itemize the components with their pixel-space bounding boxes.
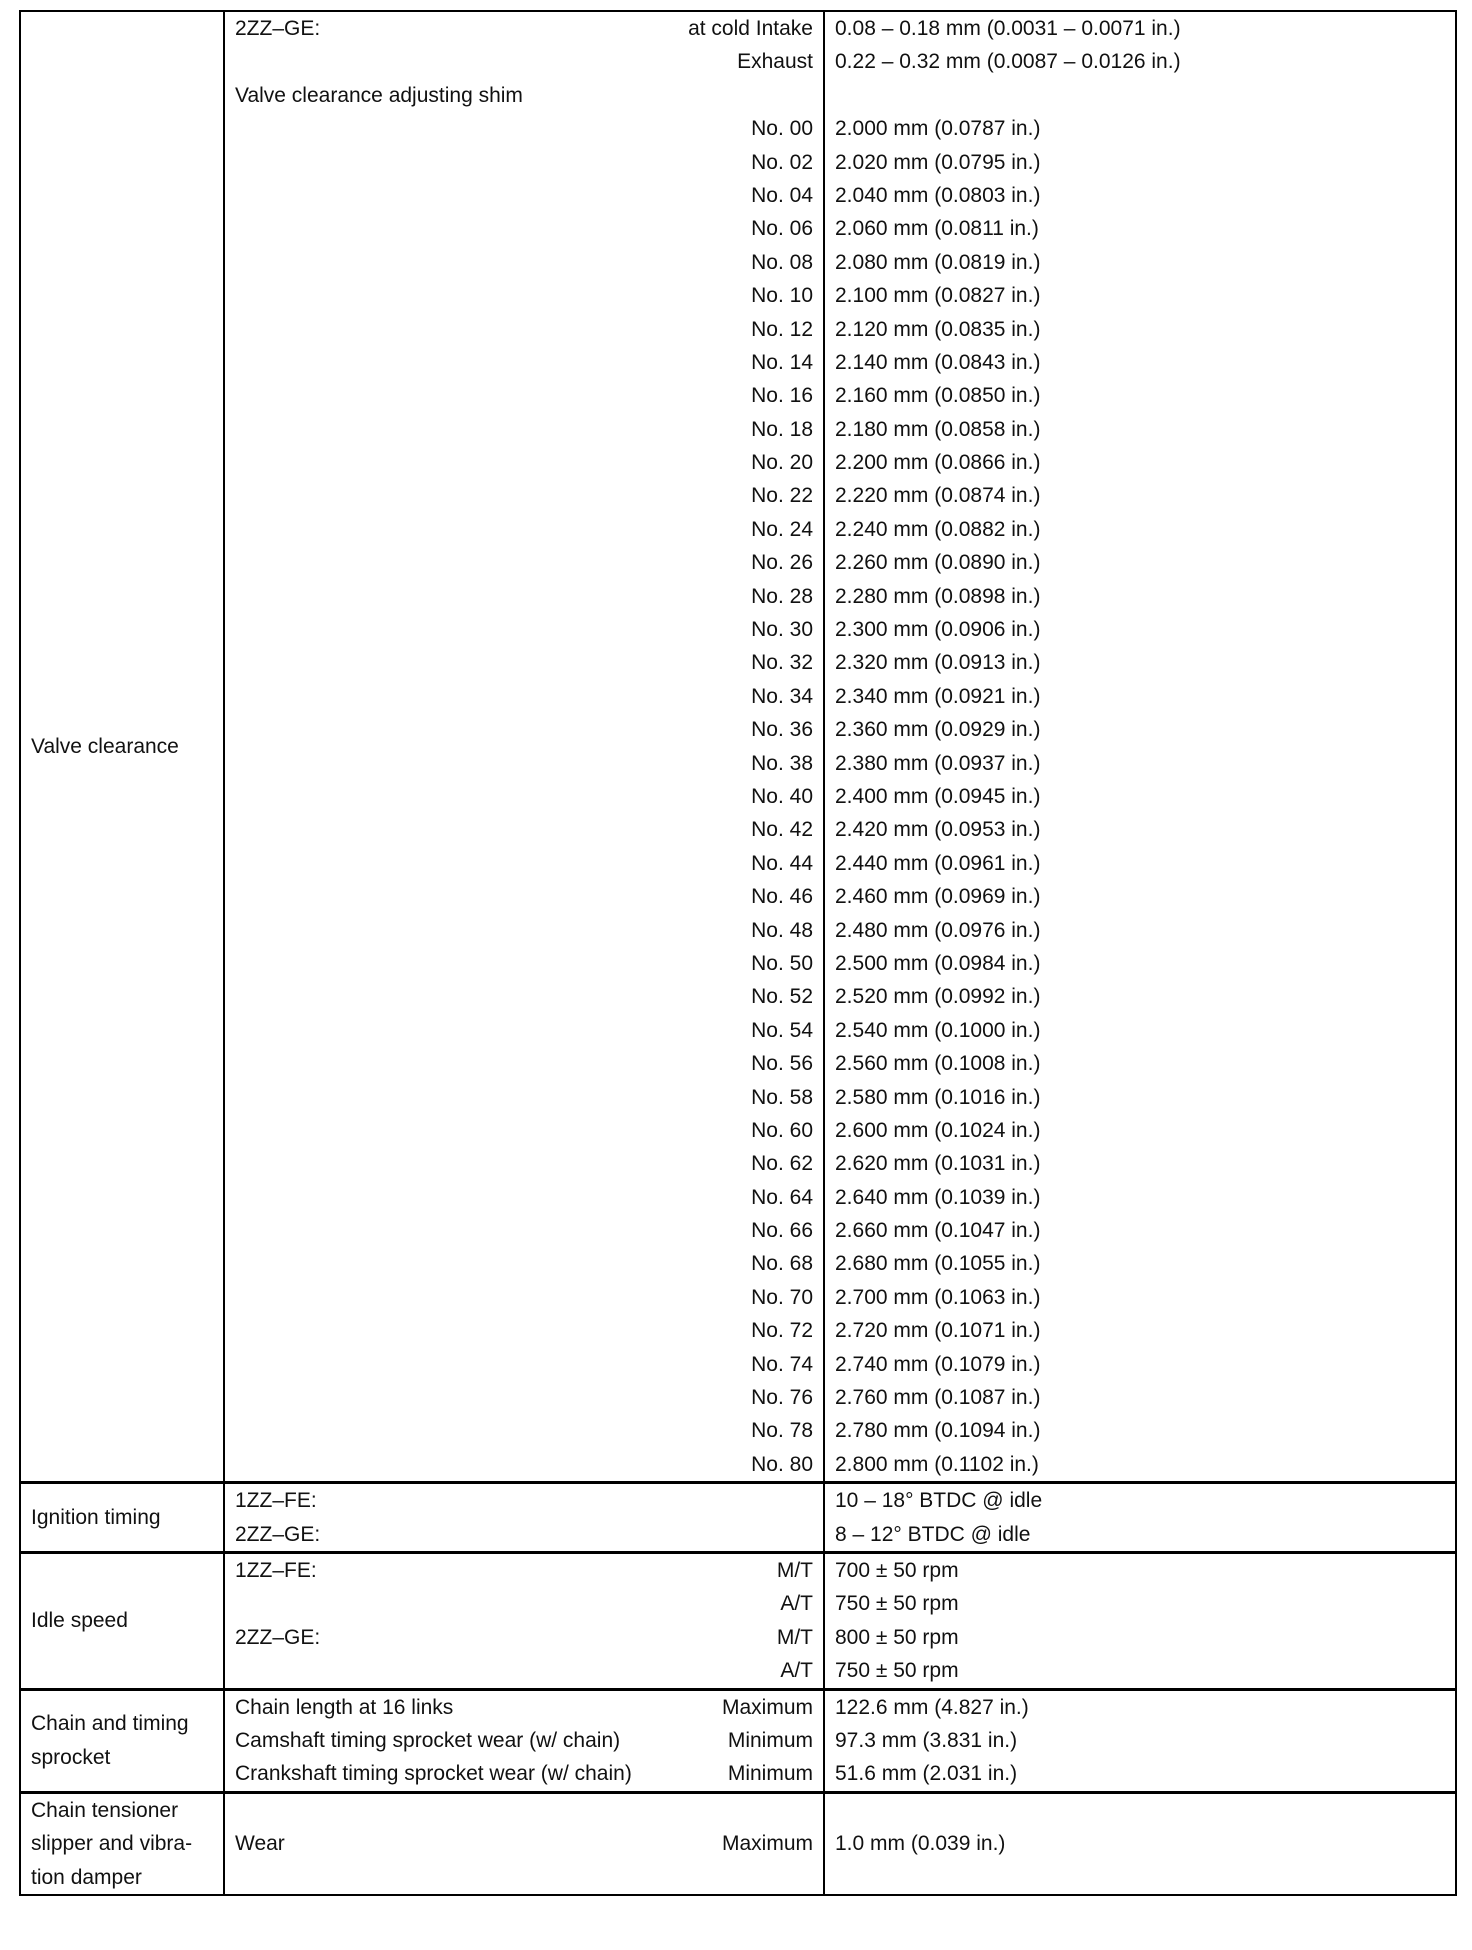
shim-number: No. 12 (751, 317, 813, 341)
valve-clearance-row (20, 11, 1456, 1483)
shim-row (235, 179, 813, 212)
shim-number: No. 76 (751, 1386, 813, 1410)
item-label-chain-sprocket-line1: Chain and timing (31, 1712, 189, 1736)
shim-row (235, 1114, 813, 1147)
shim-row (235, 1014, 813, 1047)
shim-number: No. 74 (751, 1352, 813, 1376)
tensioner-values (824, 1792, 1456, 1895)
ignition-value: 10 – 18° BTDC @ idle (835, 1489, 1043, 1513)
ignition-timing-conditions (224, 1483, 824, 1553)
transmission-label: A/T (780, 1659, 813, 1683)
shim-value: 2.000 mm (0.0787 in.) (835, 117, 1041, 141)
shim-value: 2.180 mm (0.0858 in.) (835, 417, 1041, 441)
ignition-timing-values (824, 1483, 1456, 1553)
shim-row (235, 346, 813, 379)
shim-number: No. 46 (751, 885, 813, 909)
engine-label: 1ZZ–FE: (235, 1558, 317, 1582)
shim-number: No. 80 (751, 1452, 813, 1476)
chain-desc: Crankshaft timing sprocket wear (w/ chain) (235, 1762, 632, 1786)
shim-value: 2.580 mm (0.1016 in.) (835, 1085, 1041, 1109)
engine-label: 1ZZ–FE: (235, 1489, 317, 1513)
shim-row (235, 1314, 813, 1347)
shim-row (235, 880, 813, 913)
shim-number: No. 02 (751, 150, 813, 174)
shim-number: No. 18 (751, 417, 813, 441)
shim-number: No. 06 (751, 217, 813, 241)
shim-number: No. 64 (751, 1185, 813, 1209)
shim-number: No. 34 (751, 684, 813, 708)
shim-value: 2.120 mm (0.0835 in.) (835, 317, 1041, 341)
idle-value: 750 ± 50 rpm (835, 1592, 959, 1616)
exhaust-line (235, 45, 813, 78)
tensioner-value: 1.0 mm (0.039 in.) (835, 1832, 1006, 1856)
tensioner-desc: Wear (235, 1832, 285, 1856)
transmission-label: M/T (776, 1558, 813, 1582)
shim-number: No. 52 (751, 985, 813, 1009)
idle-line (235, 1621, 813, 1654)
shim-number: No. 78 (751, 1419, 813, 1443)
ignition-line (235, 1518, 813, 1551)
item-cell-idle-speed (20, 1552, 224, 1689)
valve-clearance-conditions (224, 11, 824, 1483)
ignition-timing-row (20, 1483, 1456, 1553)
shim-heading-spacer (835, 79, 1455, 112)
shim-row (235, 1181, 813, 1214)
shim-row (235, 513, 813, 546)
shim-row (235, 713, 813, 746)
shim-value: 2.480 mm (0.0976 in.) (835, 918, 1041, 942)
shim-value: 2.640 mm (0.1039 in.) (835, 1185, 1041, 1209)
shim-row (235, 613, 813, 646)
idle-speed-row (20, 1552, 1456, 1689)
item-label-tensioner-line1: Chain tensioner (31, 1798, 179, 1822)
shim-value: 2.800 mm (0.1102 in.) (835, 1452, 1039, 1476)
item-cell-chain-sprocket (20, 1689, 224, 1792)
item-label-chain-sprocket-line2: sprocket (31, 1745, 111, 1769)
limit-label: Maximum (721, 1695, 813, 1719)
shim-value: 2.680 mm (0.1055 in.) (835, 1252, 1041, 1276)
item-cell-valve-clearance (20, 11, 224, 1483)
shim-number: No. 16 (751, 384, 813, 408)
shim-row (235, 246, 813, 279)
shim-row (235, 479, 813, 512)
spec-table (19, 10, 1457, 1896)
limit-label: Maximum (721, 1832, 813, 1856)
item-label-tensioner-line3: tion damper (31, 1865, 142, 1889)
shim-value: 2.280 mm (0.0898 in.) (835, 584, 1041, 608)
shim-number: No. 20 (751, 451, 813, 475)
shim-number: No. 44 (751, 851, 813, 875)
shim-value: 2.240 mm (0.0882 in.) (835, 517, 1041, 541)
shim-row (235, 1247, 813, 1280)
idle-value: 750 ± 50 rpm (835, 1659, 959, 1683)
shim-number: No. 54 (751, 1018, 813, 1042)
shim-value: 2.720 mm (0.1071 in.) (835, 1319, 1041, 1343)
shim-value: 2.740 mm (0.1079 in.) (835, 1352, 1041, 1376)
item-label-idle-speed: Idle speed (31, 1609, 128, 1633)
item-label-valve-clearance: Valve clearance (31, 734, 179, 758)
shim-heading-line (235, 79, 813, 112)
limit-label: Minimum (727, 1728, 813, 1752)
chain-sprocket-conditions (224, 1689, 824, 1792)
shim-number: No. 36 (751, 718, 813, 742)
shim-row (235, 379, 813, 412)
shim-number: No. 42 (751, 818, 813, 842)
shim-number: No. 62 (751, 1152, 813, 1176)
shim-number: No. 08 (751, 250, 813, 274)
shim-value: 2.300 mm (0.0906 in.) (835, 618, 1041, 642)
shim-row (235, 947, 813, 980)
chain-line (235, 1724, 813, 1757)
shim-value: 2.380 mm (0.0937 in.) (835, 751, 1041, 775)
transmission-label: A/T (780, 1592, 813, 1616)
shim-row (235, 413, 813, 446)
shim-row (235, 1147, 813, 1180)
shim-number: No. 68 (751, 1252, 813, 1276)
shim-heading: Valve clearance adjusting shim (235, 83, 523, 107)
shim-number: No. 24 (751, 517, 813, 541)
shim-number: No. 28 (751, 584, 813, 608)
shim-value: 2.040 mm (0.0803 in.) (835, 183, 1041, 207)
chain-sprocket-row (20, 1689, 1456, 1792)
shim-value: 2.440 mm (0.0961 in.) (835, 851, 1041, 875)
transmission-label: M/T (776, 1625, 813, 1649)
chain-value: 122.6 mm (4.827 in.) (835, 1695, 1029, 1719)
shim-row (235, 212, 813, 245)
ignition-line (235, 1484, 813, 1517)
shim-row (235, 980, 813, 1013)
item-label-ignition-timing: Ignition timing (31, 1505, 161, 1529)
ignition-value: 8 – 12° BTDC @ idle (835, 1522, 1031, 1546)
shim-number: No. 40 (751, 784, 813, 808)
item-cell-tensioner (20, 1792, 224, 1895)
shim-number-list (235, 112, 813, 1481)
tensioner-row (20, 1792, 1456, 1895)
tensioner-line (235, 1827, 813, 1860)
shim-value: 2.540 mm (0.1000 in.) (835, 1018, 1041, 1042)
idle-line (235, 1654, 813, 1687)
shim-number: No. 70 (751, 1285, 813, 1309)
shim-value: 2.160 mm (0.0850 in.) (835, 384, 1041, 408)
shim-row (235, 847, 813, 880)
shim-number: No. 30 (751, 618, 813, 642)
shim-number: No. 72 (751, 1319, 813, 1343)
shim-value: 2.560 mm (0.1008 in.) (835, 1052, 1041, 1076)
shim-row (235, 780, 813, 813)
item-cell-ignition-timing (20, 1483, 224, 1553)
shim-row (235, 580, 813, 613)
shim-row (235, 146, 813, 179)
shim-number: No. 50 (751, 951, 813, 975)
shim-number: No. 32 (751, 651, 813, 675)
exhaust-label: Exhaust (737, 50, 813, 74)
engine-label: 2ZZ–GE: (235, 1625, 321, 1649)
limit-label: Minimum (727, 1762, 813, 1786)
shim-row (235, 313, 813, 346)
shim-number: No. 56 (751, 1052, 813, 1076)
shim-number: No. 04 (751, 183, 813, 207)
shim-value: 2.100 mm (0.0827 in.) (835, 284, 1041, 308)
shim-value: 2.500 mm (0.0984 in.) (835, 951, 1041, 975)
shim-value: 2.600 mm (0.1024 in.) (835, 1118, 1041, 1142)
shim-row (235, 279, 813, 312)
exhaust-value: 0.22 – 0.32 mm (0.0087 – 0.0126 in.) (835, 50, 1181, 74)
shim-number: No. 60 (751, 1118, 813, 1142)
shim-row (235, 646, 813, 679)
shim-row (235, 914, 813, 947)
shim-row (235, 1047, 813, 1080)
item-label-tensioner-line2: slipper and vibra- (31, 1832, 193, 1856)
idle-value: 700 ± 50 rpm (835, 1558, 959, 1582)
shim-number: No. 00 (751, 117, 813, 141)
shim-row (235, 813, 813, 846)
shim-value: 2.660 mm (0.1047 in.) (835, 1219, 1041, 1243)
shim-value-list (835, 112, 1455, 1481)
shim-value: 2.260 mm (0.0890 in.) (835, 551, 1041, 575)
shim-value: 2.520 mm (0.0992 in.) (835, 985, 1041, 1009)
chain-value: 51.6 mm (2.031 in.) (835, 1762, 1018, 1786)
shim-number: No. 10 (751, 284, 813, 308)
shim-value: 2.620 mm (0.1031 in.) (835, 1152, 1041, 1176)
idle-value: 800 ± 50 rpm (835, 1625, 959, 1649)
shim-row (235, 747, 813, 780)
shim-value: 2.420 mm (0.0953 in.) (835, 818, 1041, 842)
chain-line (235, 1757, 813, 1790)
shim-number: No. 48 (751, 918, 813, 942)
shim-value: 2.320 mm (0.0913 in.) (835, 651, 1041, 675)
chain-desc: Chain length at 16 links (235, 1695, 454, 1719)
shim-number: No. 38 (751, 751, 813, 775)
shim-row (235, 546, 813, 579)
chain-value: 97.3 mm (3.831 in.) (835, 1728, 1018, 1752)
tensioner-conditions (224, 1792, 824, 1895)
shim-value: 2.780 mm (0.1094 in.) (835, 1419, 1041, 1443)
chain-desc: Camshaft timing sprocket wear (w/ chain) (235, 1728, 621, 1752)
shim-value: 2.060 mm (0.0811 in.) (835, 217, 1039, 241)
idle-speed-conditions (224, 1552, 824, 1689)
shim-row (235, 112, 813, 145)
shim-row (235, 1214, 813, 1247)
chain-sprocket-values (824, 1689, 1456, 1792)
shim-value: 2.340 mm (0.0921 in.) (835, 684, 1041, 708)
shim-number: No. 66 (751, 1219, 813, 1243)
shim-value: 2.020 mm (0.0795 in.) (835, 150, 1041, 174)
intake-label: at cold Intake (688, 17, 813, 40)
shim-value: 2.220 mm (0.0874 in.) (835, 484, 1041, 508)
shim-value: 2.460 mm (0.0969 in.) (835, 885, 1041, 909)
shim-value: 2.400 mm (0.0945 in.) (835, 784, 1041, 808)
shim-number: No. 26 (751, 551, 813, 575)
intake-value: 0.08 – 0.18 mm (0.0031 – 0.0071 in.) (835, 17, 1181, 40)
valve-clearance-values (824, 11, 1456, 1483)
shim-row (235, 1448, 813, 1481)
chain-line (235, 1691, 813, 1724)
shim-row (235, 1348, 813, 1381)
shim-row (235, 1414, 813, 1447)
shim-row (235, 446, 813, 479)
shim-row (235, 1381, 813, 1414)
engine-label: 2ZZ–GE: (235, 1522, 321, 1546)
idle-line (235, 1554, 813, 1587)
shim-number: No. 14 (751, 350, 813, 374)
shim-value: 2.140 mm (0.0843 in.) (835, 350, 1041, 374)
idle-line (235, 1587, 813, 1620)
shim-number: No. 58 (751, 1085, 813, 1109)
shim-number: No. 22 (751, 484, 813, 508)
intake-line (235, 12, 813, 45)
shim-row (235, 680, 813, 713)
shim-row (235, 1281, 813, 1314)
shim-value: 2.700 mm (0.1063 in.) (835, 1285, 1041, 1309)
shim-value: 2.760 mm (0.1087 in.) (835, 1386, 1041, 1410)
shim-value: 2.200 mm (0.0866 in.) (835, 451, 1041, 475)
idle-speed-values (824, 1552, 1456, 1689)
shim-value: 2.080 mm (0.0819 in.) (835, 250, 1041, 274)
shim-row (235, 1081, 813, 1114)
engine-label: 2ZZ–GE: (235, 17, 321, 40)
shim-value: 2.360 mm (0.0929 in.) (835, 718, 1041, 742)
